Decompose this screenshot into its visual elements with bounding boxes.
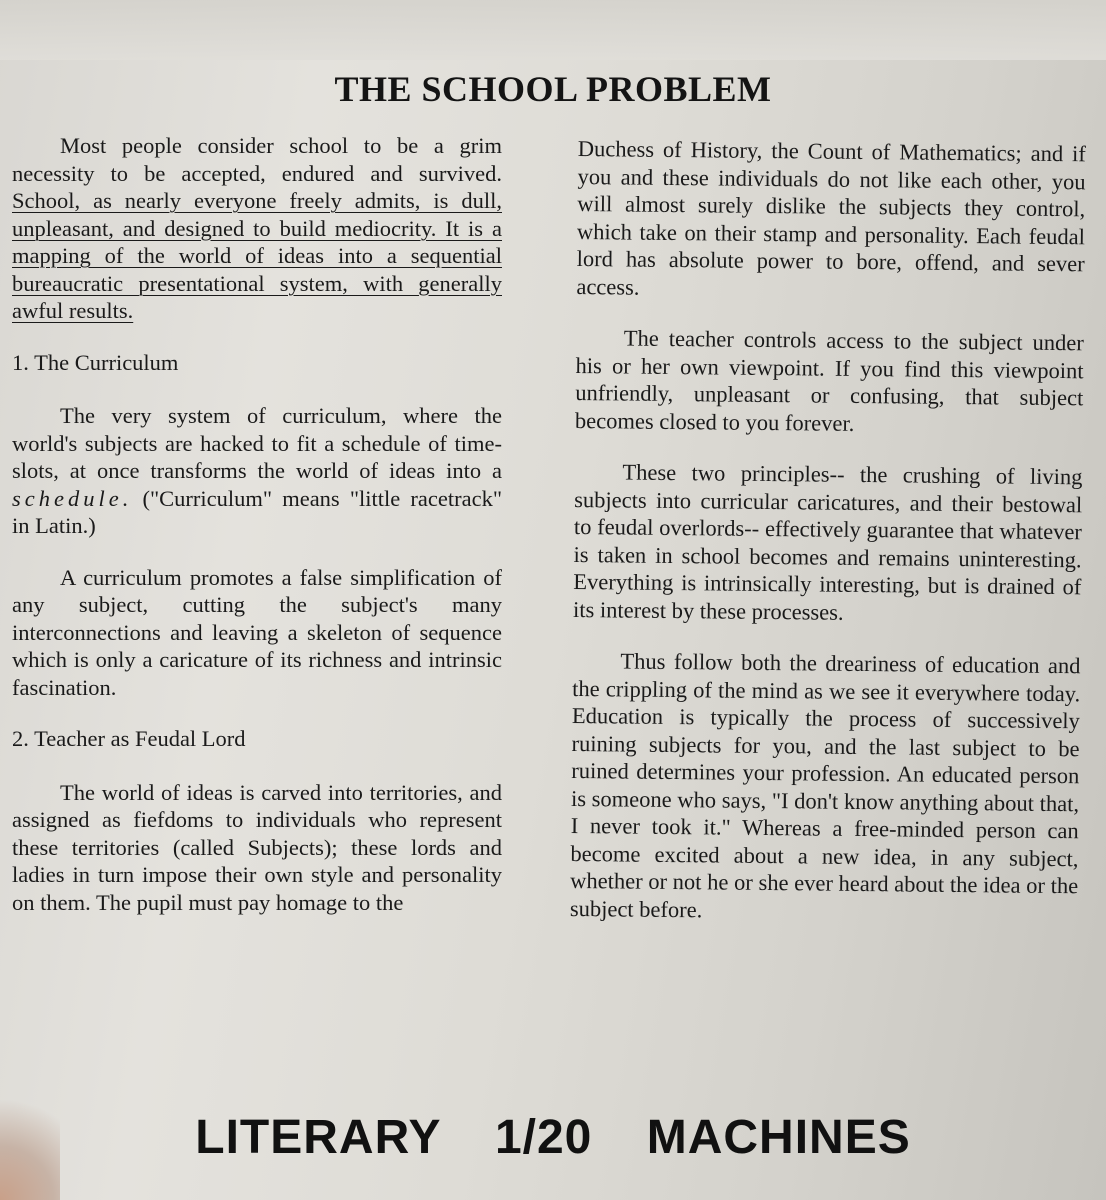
right-column: [570, 135, 1086, 951]
page-footer: [0, 1110, 1106, 1165]
previous-page-bleed: [0, 0, 1106, 60]
section-heading-curriculum: 1. The Curriculum: [12, 349, 179, 375]
page-title: THE SCHOOL PROBLEM: [334, 69, 772, 109]
section-heading-feudal-lord: 2. Teacher as Feudal Lord: [12, 726, 246, 751]
feudal-paragraph-1: The world of ideas is carved into territories, and assigned as fiefdoms to individuals who represent these territories (called Subjects); these lords and ladies in turn impose their own style and personality on them. The pupil must pay homage to the: [12, 779, 502, 915]
intro-text: Most people consider school to be a grim necessity to be accepted, endured and survived.: [12, 133, 502, 186]
intro-paragraph: [12, 132, 502, 325]
curriculum-text-b: ("Curriculum" means "little racetrack" in Latin.): [12, 485, 502, 538]
right-paragraph-3: These two principles-- the crushing of living subjects into curricular caricatures, and their bestowal to feudal overlords-- effectively guarantee that whatever is taken in school becomes and remains uninteresting. Everything is intrinsically interesting, but is drained of its interest by these processes.: [572, 459, 1083, 625]
curriculum-paragraph-1: [12, 402, 502, 540]
curriculum-emphasis: schedule.: [12, 485, 133, 511]
right-paragraph-4: Thus follow both the dreariness of education and the crippling of the mind as we see it everywhere today. Education is typically the process of successively ruining subjects for you, and the last subject to be ruined determines your profession. An educated person is someone who says, "I don't know anything about that, I never took it." Whereas a free-minded person can become excited about a new idea, in any subject, whether or not he or she ever heard about the idea or the subject before.: [569, 648, 1081, 922]
footer-left-text: LITERARY: [195, 1111, 441, 1164]
right-paragraph-1: Duchess of History, the Count of Mathematics; and if you and these individuals do not like each other, you will almost surely dislike the subjects they control, which take on their stamp and personality. Each feudal lord has absolute power to bore, offend, and sever access.: [576, 135, 1086, 300]
left-column: [12, 132, 502, 940]
right-paragraph-2: The teacher controls access to the subject under his or her own viewpoint. If you find this viewpoint unfriendly, unpleasant or confusing, that subject becomes closed to you forever.: [574, 325, 1084, 436]
curriculum-paragraph-2: A curriculum promotes a false simplification of any subject, cutting the subject's many interconnections and leaving a skeleton of sequence which is only a caricature of its richness and intrinsic fascination.: [12, 564, 502, 700]
curriculum-text-a: The very system of curriculum, where the world's subjects are hacked to fit a schedule of time-slots, at once transforms the world of ideas into a: [12, 403, 502, 483]
intro-underlined-text: School, as nearly everyone freely admits, is dull, unpleasant, and designed to build mediocrity. It is a mapping of the world of ideas into a sequential bureaucratic presentational system, with generally awful results.: [12, 188, 502, 323]
page-number: 1/20: [494, 1111, 593, 1164]
finger-shadow: [0, 1080, 60, 1200]
footer-right-text: MACHINES: [646, 1111, 911, 1164]
